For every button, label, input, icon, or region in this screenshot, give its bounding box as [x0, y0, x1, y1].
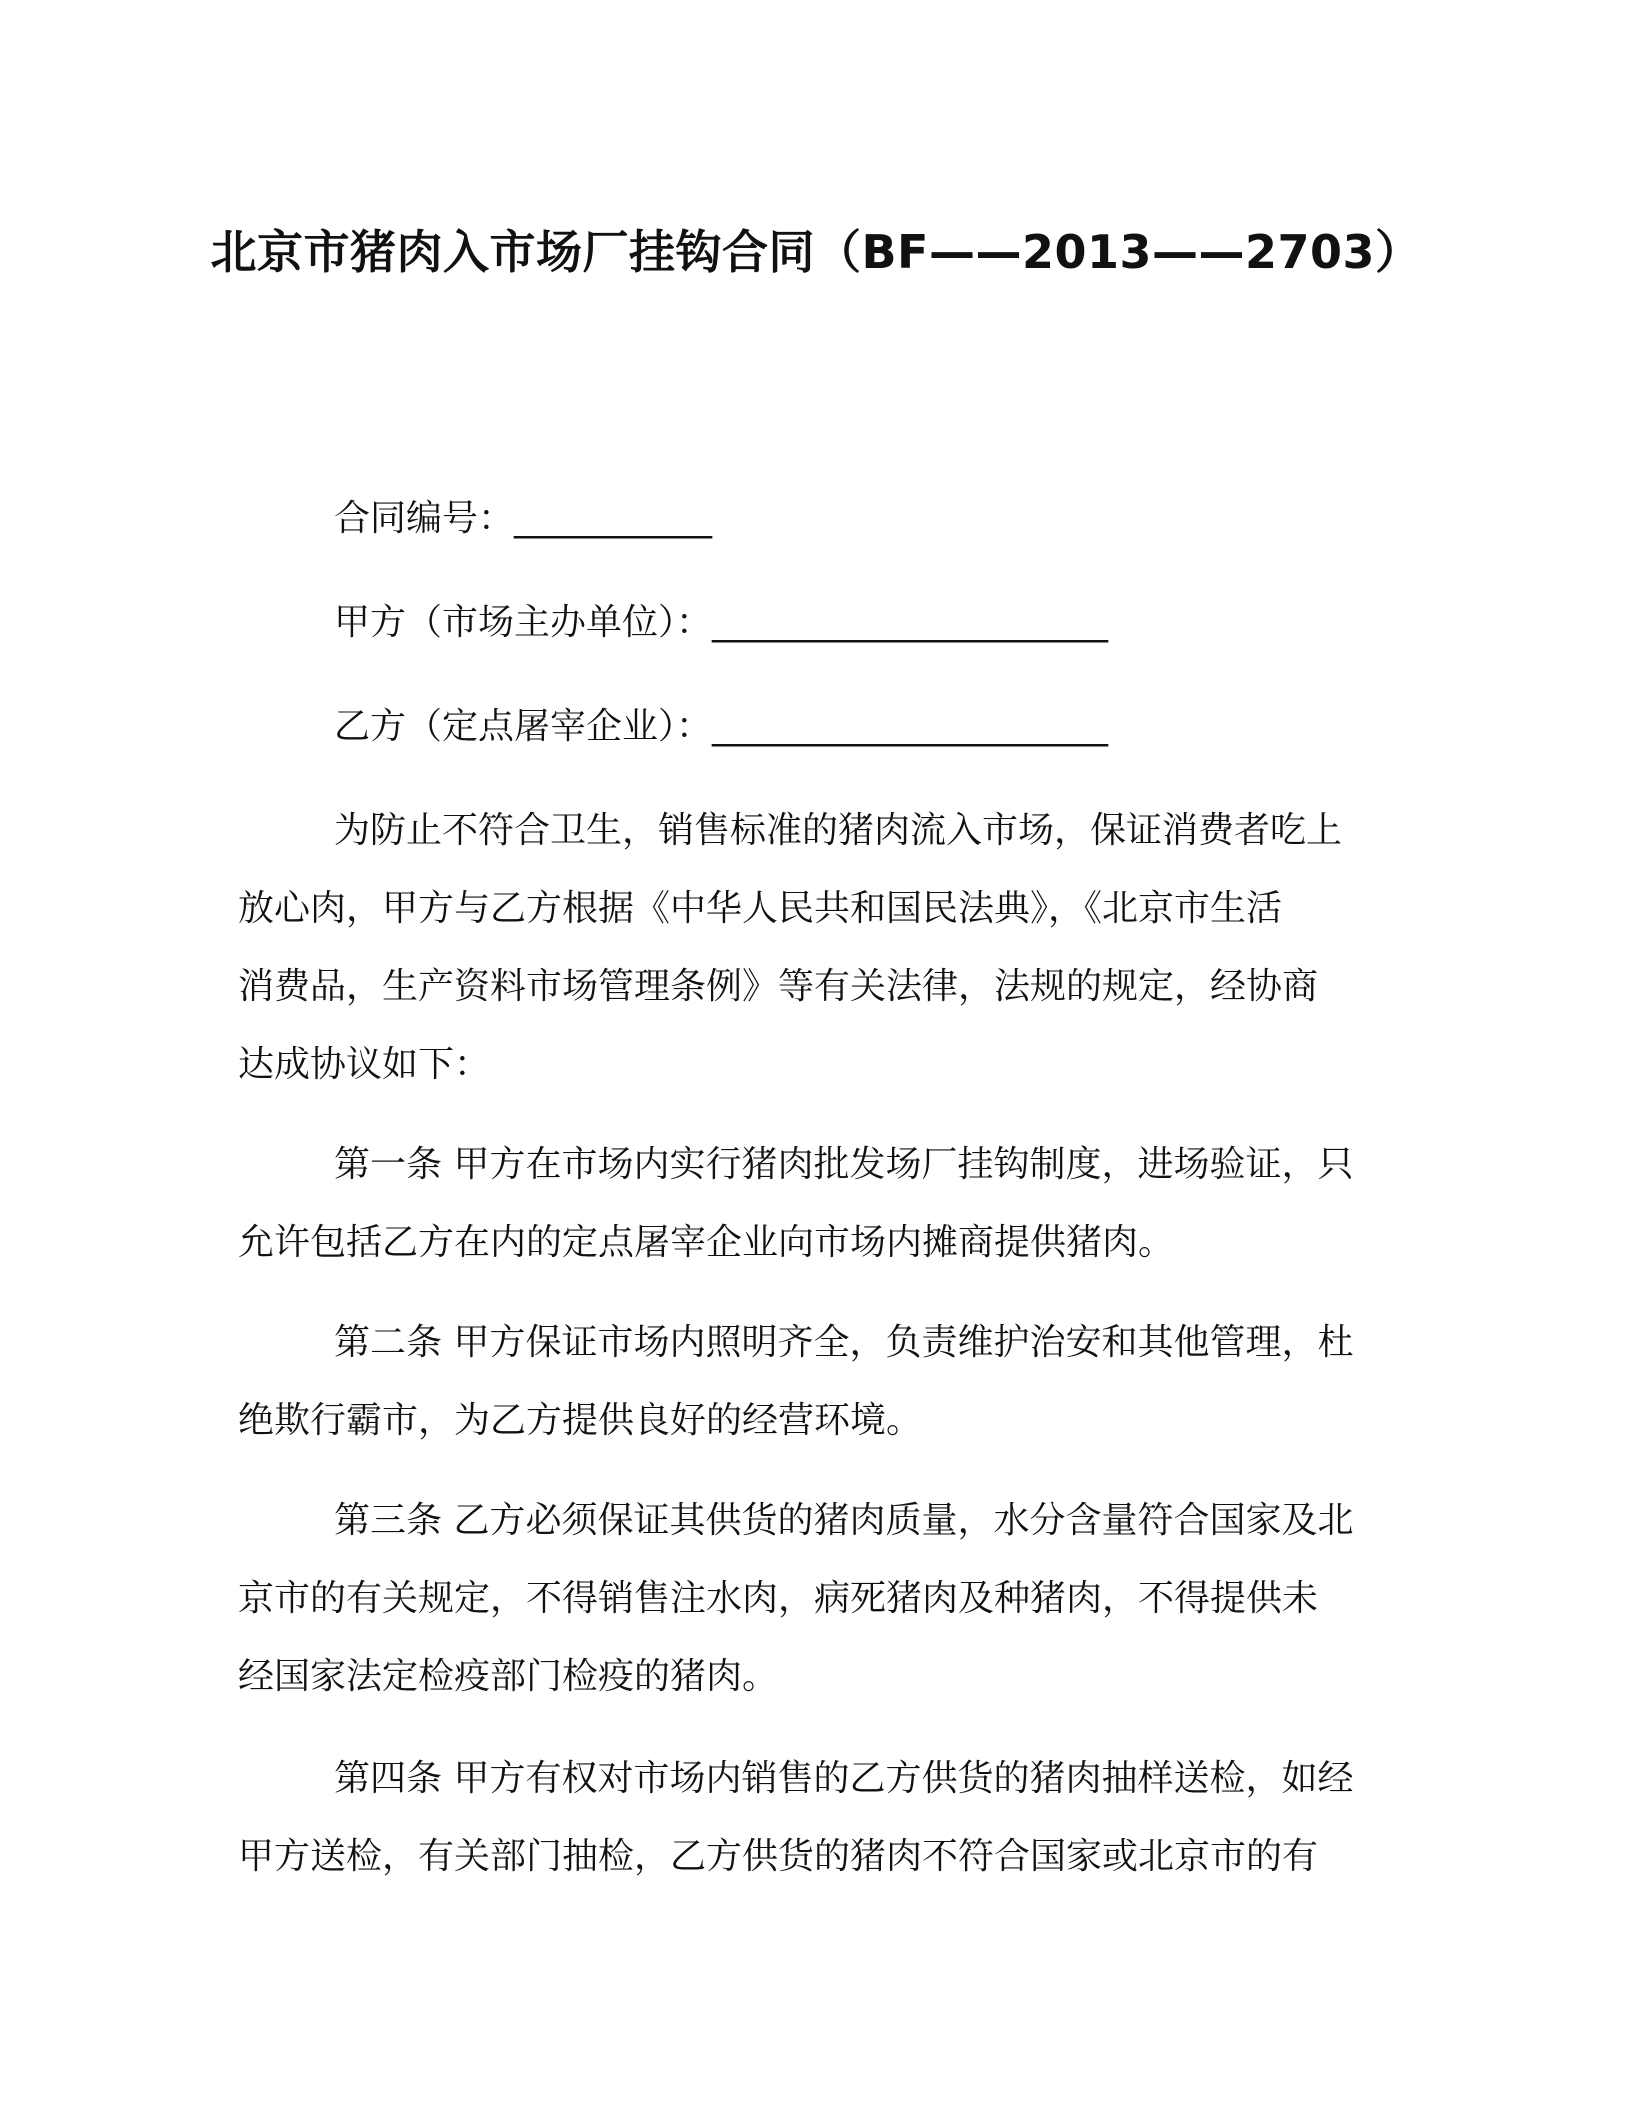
paragraph-line: 消费品，生产资料市场管理条例》等有关法律，法规的规定，经协商: [238, 966, 1319, 1007]
paragraph-line: 第三条 乙方必须保证其供货的猪肉质量，水分含量符合国家及北: [334, 1500, 1354, 1541]
party-a-field: 甲方（市场主办单位）：______________________: [334, 602, 1109, 643]
article-1-paragraph: [238, 1126, 1388, 1282]
preamble-paragraph: [238, 792, 1388, 1104]
paragraph-line: 第一条 甲方在市场内实行猪肉批发场厂挂钩制度，进场验证，只: [334, 1144, 1354, 1185]
article-2-paragraph: [238, 1304, 1388, 1460]
paragraph-line: 绝欺行霸市，为乙方提供良好的经营环境。: [238, 1400, 923, 1441]
paragraph-line: 为防止不符合卫生，销售标准的猪肉流入市场，保证消费者吃上: [334, 810, 1343, 851]
article-4-paragraph: [238, 1740, 1388, 1896]
document-title: 北京市猪肉入市场厂挂钩合同（BF——2013——2703）: [210, 225, 1422, 279]
contract-number-field: 合同编号：___________: [334, 498, 713, 539]
party-b-field: 乙方（定点屠宰企业）：______________________: [334, 706, 1109, 747]
paragraph-line: 第二条 甲方保证市场内照明齐全，负责维护治安和其他管理，杜: [334, 1322, 1354, 1363]
paragraph-line: 京市的有关规定，不得销售注水肉，病死猪肉及种猪肉，不得提供未: [238, 1578, 1319, 1619]
paragraph-line: 允许包括乙方在内的定点屠宰企业向市场内摊商提供猪肉。: [238, 1222, 1175, 1263]
paragraph-line: 达成协议如下：: [238, 1044, 491, 1085]
article-3-paragraph: [238, 1482, 1388, 1716]
paragraph-line: 甲方送检，有关部门抽检，乙方供货的猪肉不符合国家或北京市的有: [238, 1836, 1319, 1877]
paragraph-line: 经国家法定检疫部门检疫的猪肉。: [238, 1656, 779, 1697]
paragraph-line: 第四条 甲方有权对市场内销售的乙方供货的猪肉抽样送检，如经: [334, 1758, 1354, 1799]
paragraph-line: 放心肉，甲方与乙方根据《中华人民共和国民法典》，《北京市生活: [238, 888, 1283, 929]
